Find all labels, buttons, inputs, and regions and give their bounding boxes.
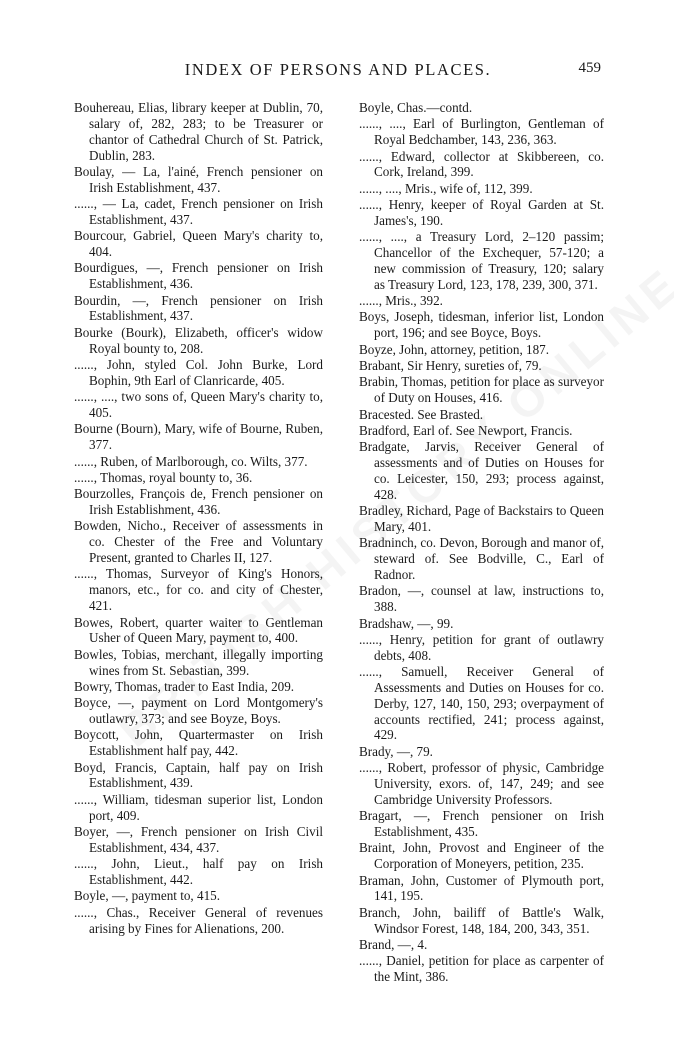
index-entry: Brady, —, 79. [359, 743, 433, 759]
index-entry: Bowry, Thomas, trader to East India, 209. [74, 678, 295, 694]
index-entry: ......, Thomas, royal bounty to, 36. [74, 469, 253, 485]
index-entry: Bradon, —, counsel at law, instructions to, 388. [359, 583, 604, 615]
index-entry: ......, Henry, petition for grant of outlawry debts, 408. [359, 631, 604, 663]
index-entry: Boyce, —, payment on Lord Montgomery's outlawry, 373; and see Boyze, Boys. [74, 695, 323, 727]
index-entry: ......, Robert, professor of physic, Cambridge University, exors. of, 147, 249; and see Cambridge University Professors. [359, 760, 604, 807]
index-entry: ......, Henry, keeper of Royal Garden at St. James's, 190. [359, 197, 604, 228]
index-entry: Bourdigues, —, French pensioner on Irish Establishment, 436. [74, 260, 323, 292]
index-entry: ......, — La, cadet, French pensioner on Irish Establishment, 437. [74, 196, 323, 227]
index-entry: ......, ...., Earl of Burlington, Gentleman of Royal Bedchamber, 143, 236, 363. [359, 116, 604, 148]
index-entry: Brand, —, 4. [359, 936, 428, 952]
index-entry: Bradshaw, —, 99. [359, 615, 454, 631]
index-entry: Boulay, — La, l'ainé, French pensioner on Irish Establishment, 437. [74, 163, 323, 195]
index-entry: ......, ...., Mris., wife of, 112, 399. [359, 180, 533, 196]
index-entry: ......, Daniel, petition for place as carpenter of the Mint, 386. [359, 953, 604, 985]
index-entry: ......, Chas., Receiver General of revenues arising by Fines for Alienations, 200. [74, 904, 323, 936]
index-entry: Boyle, —, payment to, 415. [74, 888, 220, 904]
index-entry: Boyle, Chas.—contd. [359, 100, 473, 115]
index-entry: Bradford, Earl of. See Newport, Francis. [359, 422, 573, 438]
index-entry: Bourke (Bourk), Elizabeth, officer's widow Royal bounty to, 208. [74, 324, 323, 356]
index-entry: Boyer, —, French pensioner on Irish Civil Establishment, 434, 437. [74, 823, 323, 855]
index-entry: ......, Thomas, Surveyor of King's Honors, manors, etc., for co. and city of Chester, 421. [74, 566, 323, 614]
index-entry: Bourcour, Gabriel, Queen Mary's charity to, 404. [74, 228, 323, 260]
index-entry: Bourne (Bourn), Mary, wife of Bourne, Ruben, 377. [74, 421, 323, 453]
right-column [359, 100, 604, 985]
index-entry: ......, John, Lieut., half pay on Irish Establishment, 442. [74, 856, 323, 887]
running-title: INDEX OF PERSONS AND PLACES. [184, 60, 492, 79]
index-entry: Bradninch, co. Devon, Borough and manor of, steward of. See Bodville, C., Earl of Radnor. [359, 535, 604, 582]
index-entry: ......, John, styled Col. John Burke, Lord Bophin, 9th Earl of Clanricarde, 405. [74, 357, 323, 388]
index-entry: Branch, John, bailiff of Battle's Walk, Windsor Forest, 148, 184, 200, 343, 351. [359, 904, 604, 936]
index-entry: ......, ...., two sons of, Queen Mary's charity to, 405. [74, 389, 323, 421]
index-entry: Boycott, John, Quartermaster on Irish Establishment half pay, 442. [74, 727, 323, 759]
index-entry: Bourdin, —, French pensioner on Irish Establishment, 437. [74, 292, 323, 324]
left-column [74, 100, 323, 937]
index-entry: Bowden, Nicho., Receiver of assessments in co. Chester of the Free and Voluntary Present, granted to Charles II, 127. [74, 518, 323, 566]
page-header [75, 60, 601, 84]
index-entry: ......, ...., a Treasury Lord, 2–120 passim; Chancellor of the Exchequer, 57-120; a new commission of Treasury, 120; salary as Treasury Lord, 123, 178, 239, 300, 371. [359, 229, 604, 292]
index-entry: ......, William, tidesman superior list, London port, 409. [74, 791, 323, 823]
index-entry: Braint, John, Provost and Engineer of the Corporation of Moneyers, petition, 235. [359, 840, 604, 872]
index-entry: Bracested. See Brasted. [359, 406, 484, 422]
index-entry: Brabant, Sir Henry, sureties of, 79. [359, 358, 542, 373]
index-entry: Bowes, Robert, quarter waiter to Gentleman Usher of Queen Mary, payment to, 400. [74, 614, 323, 646]
index-entry: Bragart, —, French pensioner on Irish Establishment, 435. [359, 808, 604, 839]
index-entry: Boyze, John, attorney, petition, 187. [359, 341, 550, 357]
index-entry: Brabin, Thomas, petition for place as surveyor of Duty on Houses, 416. [359, 374, 604, 406]
index-entry: Bowles, Tobias, merchant, illegally importing wines from St. Sebastian, 399. [74, 646, 323, 678]
index-entry: ......, Samuell, Receiver General of Assessments and Duties on Houses for co. Derby, 127, 140, 150, 293; overpayment of accounts rectified, 241; process against, 429. [359, 664, 604, 743]
index-entry: Bradley, Richard, Page of Backstairs to Queen Mary, 401. [359, 503, 604, 534]
index-entry: Boyd, Francis, Captain, half pay on Irish Establishment, 439. [74, 759, 323, 791]
index-entry: Bourzolles, François de, French pensioner on Irish Establishment, 436. [74, 486, 323, 518]
index-entry: ......, Ruben, of Marlborough, co. Wilts, 377. [74, 453, 308, 469]
index-entry: Boys, Joseph, tidesman, inferior list, London port, 196; and see Boyce, Boys. [359, 309, 604, 341]
index-entry: Bouhereau, Elias, library keeper at Dublin, 70, salary of, 282, 283; to be Treasurer or chantor of Cathedral Church of St. Patrick, Dublin, 283. [74, 100, 323, 163]
index-entry: Bradgate, Jarvis, Receiver General of assessments and of Duties on Houses for co. Leicester, 150, 293; process against, 428. [359, 439, 604, 502]
page-number: 459 [578, 60, 601, 76]
index-entry: ......, Edward, collector at Skibbereen, co. Cork, Ireland, 399. [359, 148, 604, 180]
index-entry: ......, Mris., 392. [359, 293, 443, 309]
index-entry: Braman, John, Customer of Plymouth port, 141, 195. [359, 872, 604, 904]
